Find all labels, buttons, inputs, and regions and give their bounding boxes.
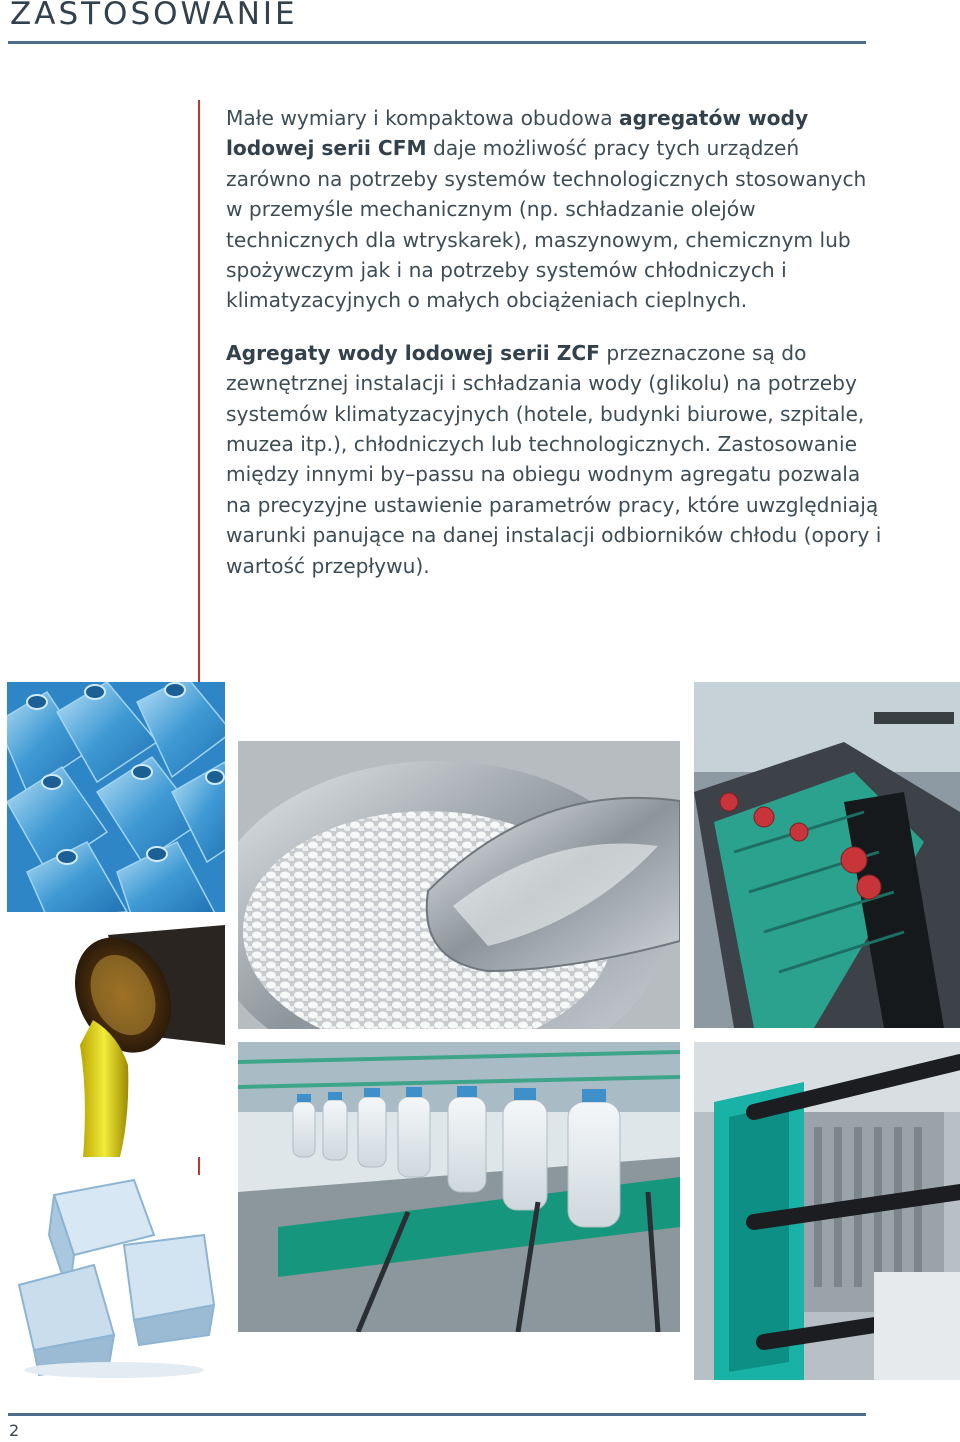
paragraph-cfm-body: daje możliwość pracy tych urządzeń zarówno na potrzeby systemów technologicznych stosowanych w przemyśle mechanicznym (np. schładzanie olejów technicznych dla wtryskarek), maszynowym, chemicznym lub spożywczym jak i na potrzeby systemów chłodniczych i klimatyzacyjnych o małych obciążeniach cieplnych. xyxy=(226,136,867,313)
accent-tick xyxy=(198,1157,200,1176)
ice-cubes-photo xyxy=(14,1175,219,1380)
accent-bar xyxy=(198,100,200,684)
paragraph-zcf-product: Agregaty wody lodowej serii ZCF xyxy=(226,340,600,365)
page-title: ZASTOSOWANIE xyxy=(10,0,298,32)
paragraph-cfm xyxy=(226,103,886,316)
body-text xyxy=(226,103,886,581)
paragraph-cfm-product: agregatów wody lodowej serii CFM xyxy=(226,106,809,161)
bottles-photo xyxy=(7,682,225,912)
header-divider xyxy=(8,41,866,44)
apple-conveyor-photo xyxy=(694,682,960,1028)
footer-divider xyxy=(8,1413,866,1416)
paragraph-zcf-body: przeznaczone są do zewnętrznej instalacji i schładzania wody (glikolu) na potrzeby systemów klimatyzacyjnych (hotele, budynki biurowe, szpitale, muzea itp.), chłodniczych lub technologicznych. Zastosowanie między innymi by–passu na obiegu wodnym agregatu pozwala na precyzyjne ustawienie parametrów pracy, które uwzględniają warunki panujące na danej instalacji odbiorników chłodu (opory i wartość przepływu). xyxy=(226,340,882,578)
paragraph-zcf xyxy=(226,338,886,581)
pellets-photo xyxy=(238,741,680,1029)
injection-machine-photo xyxy=(694,1042,960,1380)
paragraph-cfm-intro: Małe wymiary i kompaktowa obudowa xyxy=(226,106,620,130)
page-number: 2 xyxy=(9,1421,20,1440)
milk-bottles-photo xyxy=(238,1042,680,1332)
oil-pouring-photo xyxy=(68,925,225,1157)
